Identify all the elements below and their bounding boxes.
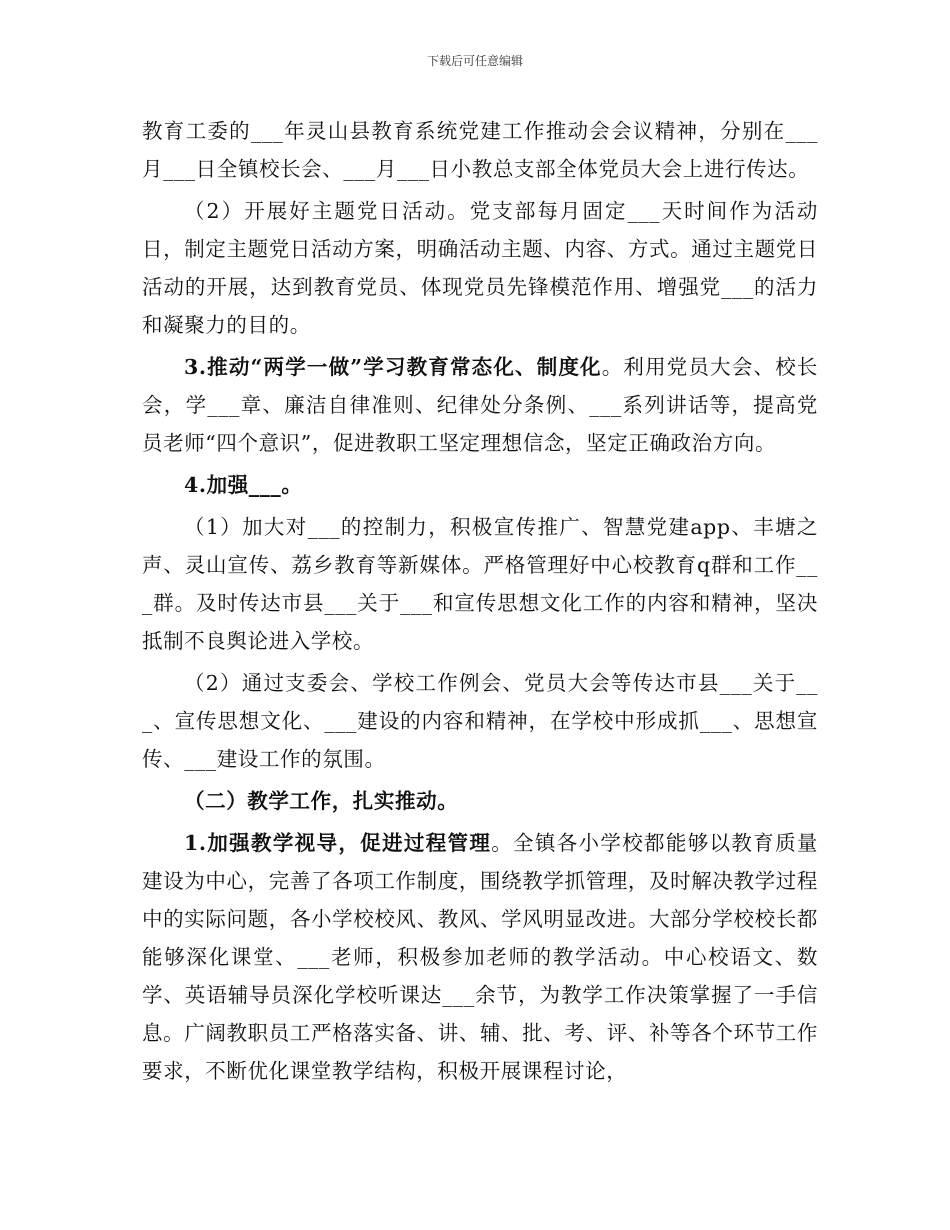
paragraph-8-heading: 1.加强教学视导，促进过程管理 [184, 831, 492, 855]
page-header: 下载后可任意编辑 [426, 54, 523, 68]
paragraph-3-text: 。利用党员大会、校长会，学___章、廉洁自律准则、纪律处分条例、___系列讲话等，提高党员老师“四个意识”，促进教职工坚定理想信念，坚定正确政治方向。 [142, 355, 818, 455]
paragraph-6-text: （2）通过支委会、学校工作例会、党员大会等传达市县___关于___、宣传思想文化、___建设的内容和精神，在学校中形成抓___、思想宣传、___建设工作的氛围。 [142, 671, 818, 771]
document-body [142, 112, 818, 1090]
section-heading-text: （二）教学工作，扎实推动。 [184, 789, 459, 813]
paragraph-4-heading: 4.加强___。 [184, 473, 303, 497]
section-heading [142, 782, 818, 820]
paragraph-5-text: （1）加大对___的控制力，积极宣传推广、智慧党建app、丰塘之声、灵山宣传、荔乡教育等新媒体。严格管理好中心校教育q群和工作___群。及时传达市县___关于___和宣传思想文化工作的内容和精神，坚决抵制不良舆论进入学校。 [142, 515, 818, 653]
paragraph-1-text: 教育工委的___年灵山县教育系统党建工作推动会会议精神，分别在___月___日全镇校长会、___月___日小教总支部全体党员大会上进行传达。 [142, 119, 818, 181]
paragraph-1 [142, 112, 818, 188]
paragraph-3 [142, 348, 818, 462]
paragraph-4 [142, 466, 818, 504]
paragraph-2 [142, 192, 818, 344]
paragraph-8-text: 。全镇各小学校都能够以教育质量建设为中心，完善了各项工作制度，围绕教学抓管理，及时解决教学过程中的实际问题，各小学校校风、教风、学风明显改进。大部分学校校长都能够深化课堂、___老师，积极参加老师的教学活动。中心校语文、数学、英语辅导员深化学校听课达___余节，为教学工作决策掌握了一手信息。广阔教职员工严格落实备、讲、辅、批、考、评、补等各个环节工作要求，不断优化课堂教学结构，积极开展课程讨论， [142, 831, 818, 1083]
paragraph-8 [142, 824, 818, 1090]
paragraph-3-heading: 3.推动“两学一做”学习教育常态化、制度化 [184, 355, 602, 379]
paragraph-6 [142, 664, 818, 778]
paragraph-5 [142, 508, 818, 660]
paragraph-2-text: （2）开展好主题党日活动。党支部每月固定___天时间作为活动日，制定主题党日活动方案，明确活动主题、内容、方式。通过主题党日活动的开展，达到教育党员、体现党员先锋模范作用、增强党___的活力和凝聚力的目的。 [142, 199, 818, 337]
